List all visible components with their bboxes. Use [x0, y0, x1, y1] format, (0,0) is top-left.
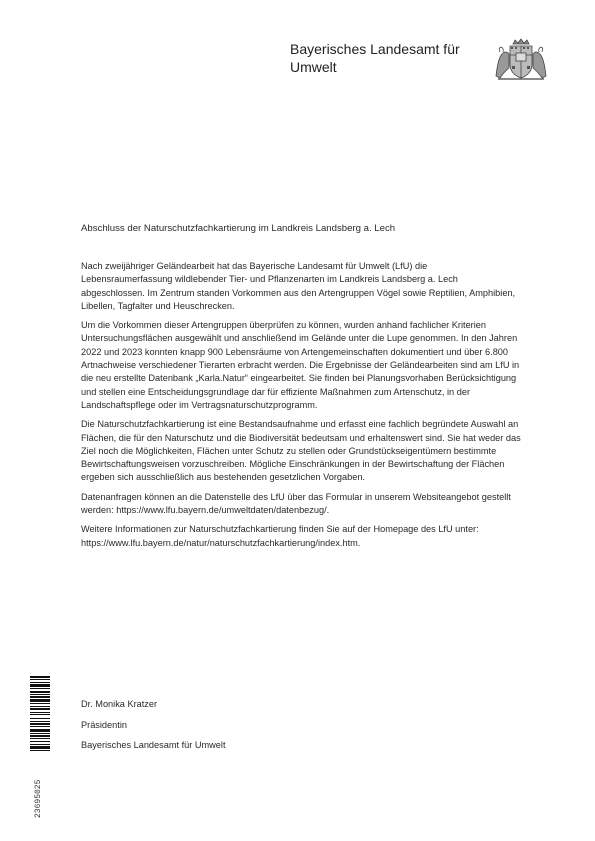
organization-name-line1: Bayerisches Landesamt für [290, 41, 460, 57]
barcode-number: 23695025 [34, 779, 43, 818]
signatory-name: Dr. Monika Kratzer [81, 699, 158, 709]
letter-paragraph-4: Datenanfragen können an die Datenstelle des LfU über das Formular in unserem Websiteangebot gestellt werden: https://www.lfu.bayern.de/umweltdaten/datenbezug/. [81, 491, 511, 516]
letter-paragraph-1: Nach zweijähriger Geländearbeit hat das Bayerische Landesamt für Umwelt (LfU) die Lebensraumerfassung wildlebender Tier- und Pflanzenarten im Landkreis Landsberg a. Lech abgeschlossen. Im Zentrum standen Vorkommen aus den Artengruppen Vögel sowie Reptilien, Amphibien, Libellen, Tagfalter und Heuschrecken. [81, 261, 516, 311]
letter-paragraph-3: Die Naturschutzfachkartierung ist eine Bestandsaufnahme und erfasst eine fachlich begründete Auswahl an Flächen, die für den Naturschutz und die Biodiversität bedeutsam und erhaltenswert sind. Sie hat weder das Ziel noch die Möglichkeiten, Flächen unter Schutz zu stellen oder Grundstückseigentümern bestimmte Bewirtschaftungsweisen vorzuschreiben. Mögliche Einschränkungen in der Bewirtschaftung der Flächen ergeben sich ausschließlich aus bestehenden gesetzlichen Vorgaben. [81, 419, 521, 483]
signatory-title: Präsidentin [81, 719, 127, 730]
barcode [30, 676, 50, 768]
letter-body [81, 222, 521, 556]
letter-subject: Abschluss der Naturschutzfachkartierung im Landkreis Landsberg a. Lech [81, 223, 396, 234]
letter-paragraph-5: Weitere Informationen zur Naturschutzfachkartierung finden Sie auf der Homepage des LfU unter: https://www.lfu.bayern.de/natur/naturschutzfachkartierung/index.htm. [81, 524, 479, 548]
bavarian-coat-of-arms-icon [492, 38, 550, 82]
signature-block [81, 698, 226, 760]
organization-name [290, 40, 490, 76]
letter-paragraph-2: Um die Vorkommen dieser Artengruppen überprüfen zu können, wurden anhand fachlicher Kriterien Untersuchungsflächen ausgewählt und anschließend im Gelände unter die Lupe genommen. In den Jahren 2022 und 2023 konnten knapp 900 Lebensräume von Artengemeinschaften dokumentiert und über 6.800 Artnachweise verschiedener Tierarten erbracht werden. Die Ergebnisse der Geländearbeiten sind am LfU in die neu erstellte Datenbank „Karla.Natur“ eingearbeitet. Sie finden bei Planungsvorhaben Berücksichtigung und stellen eine Entscheidungsgrundlage dar für effiziente Maßnahmen zum Artenschutz, in der Landschaftspflege oder im Vertragsnaturschutzprogramm. [81, 320, 520, 410]
organization-name-line2: Umwelt [290, 59, 337, 75]
signatory-organization: Bayerisches Landesamt für Umwelt [81, 740, 226, 750]
